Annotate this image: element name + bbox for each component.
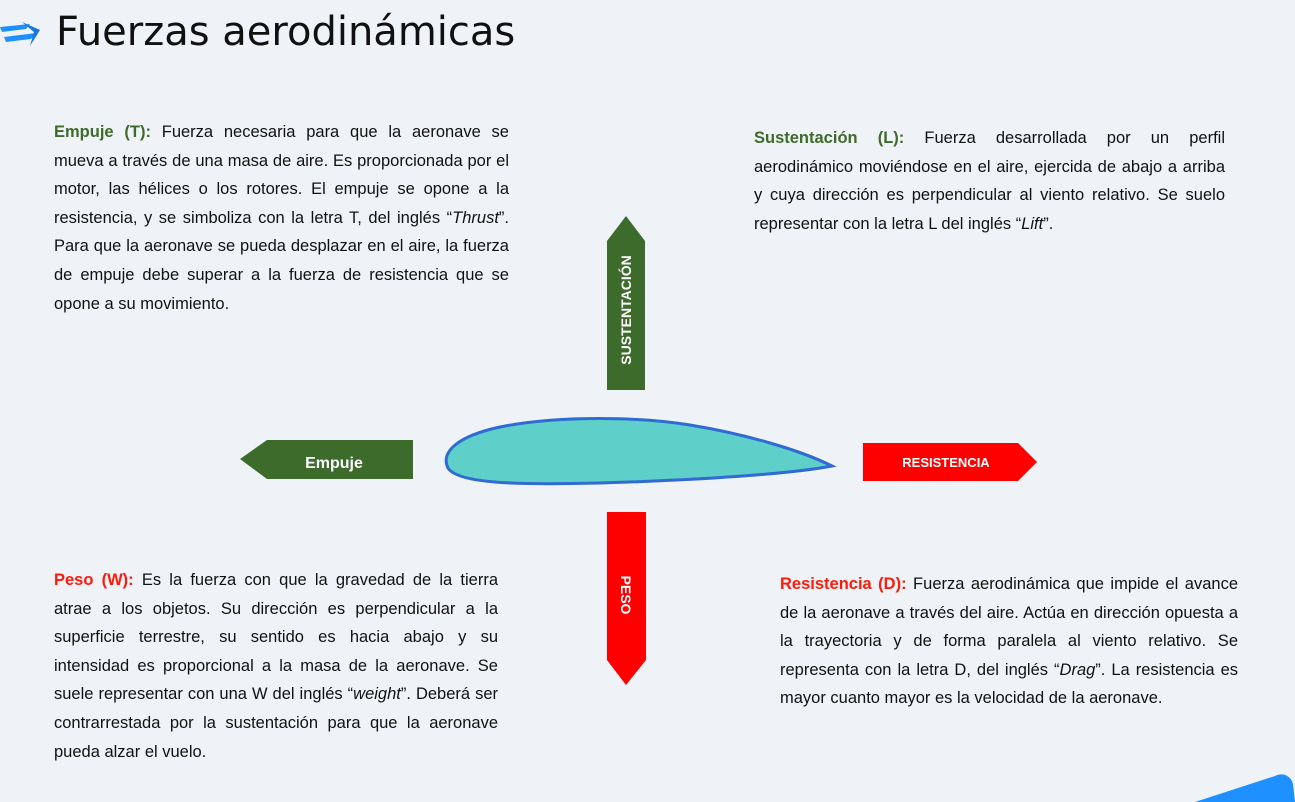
- sustentacion-arrow-label: SUSTENTACIÓN: [618, 255, 634, 365]
- empuje-italic: Thrust: [452, 208, 499, 227]
- resistencia-arrow: [863, 443, 1037, 481]
- resistencia-text-before: Fuerza aerodinámica que impide el avance de la aeronave a través del aire. Actúa en dirección opuesta a la trayectoria y de forma paralela al viento relativo. Se representa con la letra D, del inglés “: [780, 575, 1238, 679]
- airfoil-shape: [446, 419, 832, 484]
- corner-accent-shape: [1155, 772, 1295, 802]
- peso-arrow-label: PESO: [618, 575, 634, 615]
- peso-text-after: ”. Deberá ser contrarrestada por la sustentación para que la aeronave pueda alzar el vuelo.: [54, 685, 498, 761]
- resistencia-italic: Drag: [1059, 660, 1096, 679]
- peso-italic: weight: [353, 685, 401, 704]
- peso-text-before: Es la fuerza con que la gravedad de la tierra atrae a los objetos. Su dirección es perpendicular a la superficie terrestre, su sentido es hacia abajo y su intensidad es proporcional a la masa de la aeronave. Se suele representar con una W del inglés “: [54, 571, 498, 704]
- peso-arrow: [607, 512, 646, 685]
- resistencia-lead: Resistencia (D):: [780, 575, 907, 593]
- sustentacion-italic: Lift: [1021, 214, 1044, 233]
- resistencia-arrow-label: RESISTENCIA: [902, 455, 990, 470]
- peso-lead: Peso (W):: [54, 571, 134, 589]
- sustentacion-arrow: [607, 216, 645, 390]
- empuje-lead: Empuje (T):: [54, 123, 151, 141]
- empuje-arrow: [240, 440, 413, 479]
- sustentacion-text-after: ”.: [1043, 214, 1054, 233]
- empuje-arrow-label: Empuje: [305, 455, 363, 472]
- empuje-text-after: ”. Para que la aeronave se pueda desplazar en el aire, la fuerza de empuje debe superar a la fuerza de resistencia que se opone a su movimiento.: [54, 208, 509, 313]
- empuje-text-before: Fuerza necesaria para que la aeronave se mueva a través de una masa de aire. Es proporcionada por el motor, las hélices o los rotores. El empuje se opone a la resistencia, y se simboliza con la letra T, del inglés “: [54, 123, 509, 227]
- resistencia-text-after: ”. La resistencia es mayor cuanto mayor es la velocidad de la aeronave.: [780, 660, 1239, 708]
- page-title: Fuerzas aerodinámicas: [56, 9, 516, 55]
- sustentacion-text-before: Fuerza desarrollada por un perfil aerodinámico moviéndose en el aire, ejercida de abajo a arriba y cuya dirección es perpendicular al viento relativo. Se suelo representar con la letra L del inglés “: [754, 129, 1225, 233]
- sustentacion-lead: Sustentación (L):: [754, 129, 905, 147]
